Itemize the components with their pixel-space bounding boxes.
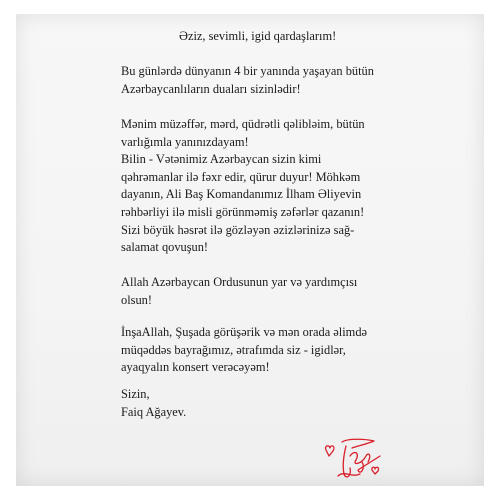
closing-line: Sizin, [121, 387, 150, 401]
paragraph-line: rəhbərliyi ilə misli görünməmiş zəfərlər qazanın! [121, 204, 365, 219]
letter-greeting: Əziz, sevimli, igid qardaşlarım! [179, 29, 337, 43]
letter-sheet [16, 14, 484, 486]
paragraph-line: qəhrəmanlar ilə fəxr edir, qürur duyur! Möhkəm [121, 169, 361, 184]
paragraph-line: Mənim müzəffər, mərd, qüdrətli qəlibləim, bütün [121, 117, 365, 131]
author-name: Faiq Ağayev. [121, 404, 187, 419]
paragraph-shusha [121, 324, 367, 377]
paragraph-line: Bilin - Vətənimiz Azərbaycan sizin kimi [121, 152, 322, 167]
paragraph-prayers [121, 63, 374, 98]
paragraph-line: Sizi böyük həsrət ilə gözləyən əzizlərinizə sağ- [121, 222, 355, 237]
paragraph-line: Bu günlərdə dünyanın 4 bir yanında yaşayan bütün [121, 64, 374, 78]
handwritten-signature [322, 436, 384, 486]
paragraph-line: salamat qovuşun! [121, 240, 209, 255]
paragraph-heroes [121, 116, 365, 257]
paragraph-line: müqəddəs bayrağımız, ətrafımda siz - igidlər, [121, 342, 346, 357]
paragraph-line: varlığımla yanınızdayam! [121, 134, 249, 149]
letter-closing [121, 386, 186, 421]
paragraph-line: dayanın, Ali Baş Komandanımız İlham Əliyevin [121, 187, 362, 202]
paragraph-line: ayaqyalın konsert verəcəyəm! [121, 360, 270, 375]
paragraph-line: Allah Azərbaycan Ordusunun yar və yardımçısı [121, 275, 358, 289]
paragraph-blessing [121, 274, 357, 309]
paragraph-line: olsun! [121, 292, 152, 307]
paragraph-line: Azərbaycanlıların duaları sizinlədir! [121, 81, 301, 96]
paragraph-line: İnşaAllah, Şuşada görüşərik və mən orada əlimdə [121, 325, 368, 339]
